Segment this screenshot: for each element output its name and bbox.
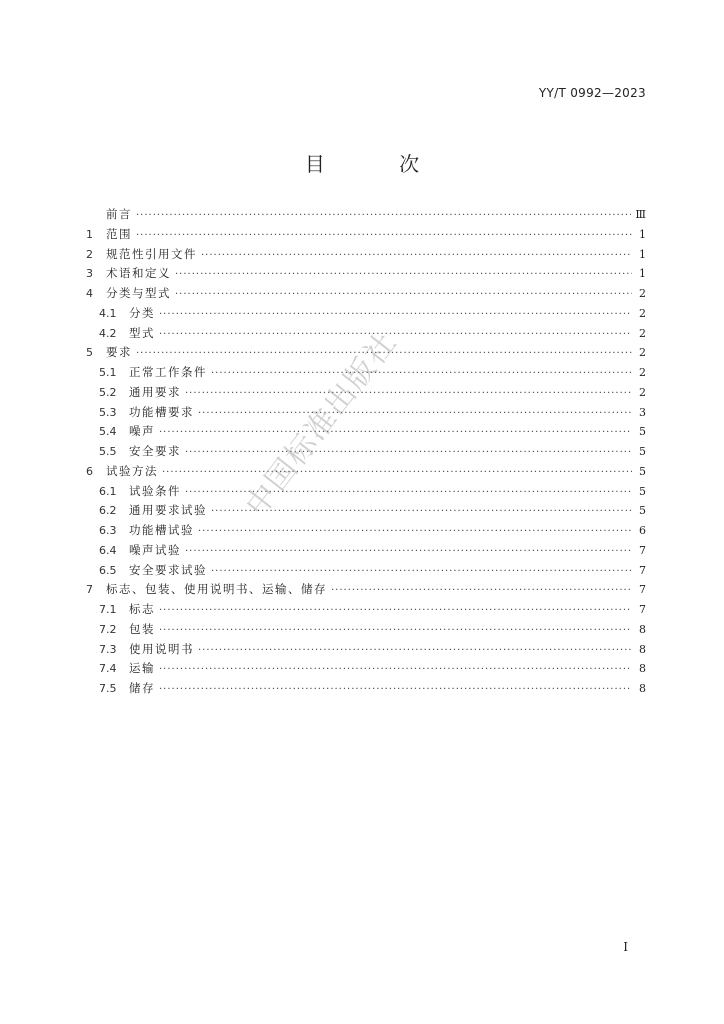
- toc-entry-number: 4.2: [99, 326, 117, 340]
- toc-leader-dots: [185, 447, 632, 458]
- toc-entry-label: 分类: [129, 305, 155, 320]
- toc-entry[interactable]: [86, 542, 646, 562]
- toc-entry[interactable]: [86, 641, 646, 661]
- toc-entry[interactable]: [86, 522, 646, 542]
- toc-entry-number: 5.5: [99, 445, 117, 458]
- toc-entry-page: 2: [639, 346, 646, 360]
- toc-entry-number: 5: [86, 346, 93, 360]
- toc-entry-label: 安全要求试验: [129, 562, 207, 577]
- toc-leader-dots: [159, 329, 632, 340]
- toc-entry-page: 2: [639, 366, 646, 379]
- toc-entry-page: 1: [639, 267, 646, 281]
- toc-entry-number: 6.2: [99, 504, 117, 518]
- toc-entry-label: 型式: [129, 325, 155, 340]
- toc-entry[interactable]: [86, 463, 646, 483]
- toc-entry-number: 6.1: [99, 484, 117, 498]
- toc-entry-page: 1: [639, 227, 646, 241]
- toc-entry-page: 2: [639, 385, 646, 399]
- toc-entry-page: 7: [639, 563, 646, 577]
- toc-entry-page: Ⅲ: [635, 208, 646, 221]
- page-title: 目 次: [304, 152, 454, 176]
- page-number: I: [623, 940, 628, 954]
- toc-entry[interactable]: [86, 305, 646, 325]
- toc-leader-dots: [159, 664, 632, 675]
- toc-entry-number: 7: [86, 583, 93, 597]
- toc-entry-label: 安全要求: [129, 444, 181, 458]
- toc-entry-number: 6.4: [99, 543, 117, 557]
- toc-entry-page: 2: [639, 287, 646, 300]
- toc-entry[interactable]: [86, 265, 646, 285]
- toc-entry-page: 3: [639, 405, 646, 419]
- toc-entry-label: 通用要求试验: [129, 503, 207, 518]
- toc-leader-dots: [159, 625, 632, 636]
- toc-leader-dots: [211, 566, 632, 577]
- toc-entry-page: 1: [639, 247, 646, 261]
- toc-entry-number: 7.2: [99, 622, 117, 636]
- toc-entry-label: 试验方法: [106, 463, 158, 478]
- toc-entry-label: 术语和定义: [106, 266, 171, 281]
- toc-entry-page: 8: [639, 622, 646, 636]
- toc-entry-label: 试验条件: [129, 483, 181, 498]
- toc-entry-number: 5.1: [99, 366, 117, 379]
- toc-entry-page: 8: [639, 662, 646, 676]
- toc-entry-page: 7: [639, 583, 646, 597]
- toc-entry[interactable]: [86, 601, 646, 621]
- toc-leader-dots: [185, 388, 632, 399]
- toc-entry-label: 前言: [106, 207, 132, 221]
- toc-entry-number: 5.2: [99, 385, 117, 399]
- toc-entry-page: 5: [639, 425, 646, 439]
- toc-leader-dots: [162, 467, 632, 478]
- toc-entry[interactable]: [86, 226, 646, 246]
- toc-entry-label: 规范性引用文件: [106, 246, 197, 261]
- toc-entry[interactable]: [86, 423, 646, 443]
- watermark: 中国标准出版社: [238, 324, 405, 523]
- toc-leader-dots: [185, 546, 632, 557]
- toc-entry[interactable]: [86, 660, 646, 680]
- toc-leader-dots: [175, 269, 632, 280]
- toc-entry-label: 包装: [129, 621, 155, 636]
- toc-entry-number: 7.5: [99, 682, 117, 695]
- toc-entry-page: 7: [639, 543, 646, 557]
- toc-leader-dots: [159, 684, 632, 695]
- toc-entry-page: 2: [639, 326, 646, 340]
- toc-entry-label: 功能槽试验: [129, 523, 194, 537]
- toc-entry-label: 运输: [129, 661, 155, 676]
- toc-entry-number: 6: [86, 464, 93, 478]
- toc-entry-number: 4.1: [99, 306, 117, 320]
- toc-leader-dots: [159, 605, 632, 616]
- toc-entry[interactable]: [86, 680, 646, 700]
- toc-leader-dots: [198, 645, 632, 656]
- toc-entry-label: 储存: [129, 681, 155, 695]
- toc-entry-page: 5: [639, 445, 646, 458]
- toc-leader-dots: [211, 368, 632, 379]
- toc-entry[interactable]: [86, 562, 646, 582]
- toc-leader-dots: [201, 250, 632, 261]
- toc-leader-dots: [331, 585, 632, 596]
- toc-entry-number: 5.3: [99, 405, 117, 419]
- toc-entry[interactable]: [86, 443, 646, 463]
- toc-entry-page: 5: [639, 504, 646, 518]
- toc-leader-dots: [136, 230, 632, 241]
- toc-entry[interactable]: [86, 621, 646, 641]
- toc-entry-number: 1: [86, 227, 93, 241]
- toc-leader-dots: [175, 289, 632, 300]
- toc-entry-label: 功能槽要求: [129, 404, 194, 419]
- toc-entry-number: 5.4: [99, 425, 117, 439]
- toc-entry[interactable]: [86, 206, 646, 226]
- toc-entry-number: 6.5: [99, 563, 117, 577]
- toc-leader-dots: [198, 408, 632, 419]
- toc-entry-label: 要求: [106, 345, 132, 360]
- toc-entry-page: 2: [639, 306, 646, 320]
- toc-leader-dots: [136, 210, 631, 221]
- toc-entry-page: 7: [639, 603, 646, 616]
- toc-entry[interactable]: [86, 285, 646, 305]
- toc-entry-number: 3: [86, 267, 93, 281]
- toc-entry-label: 标志: [129, 602, 155, 616]
- toc-entry-page: 8: [639, 642, 646, 656]
- toc-entry[interactable]: [86, 246, 646, 266]
- toc-entry-number: 7.4: [99, 662, 117, 676]
- table-of-contents: [86, 206, 646, 700]
- toc-entry-label: 正常工作条件: [129, 365, 207, 379]
- toc-entry-page: 5: [639, 484, 646, 498]
- toc-entry-label: 使用说明书: [129, 641, 194, 656]
- toc-entry-label: 分类与型式: [106, 286, 171, 300]
- toc-entry-number: 4: [86, 287, 93, 300]
- toc-leader-dots: [198, 526, 632, 537]
- toc-entry-label: 标志、包装、使用说明书、运输、储存: [106, 582, 327, 597]
- document-code: YY/T 0992—2023: [538, 86, 646, 100]
- toc-entry-page: 5: [639, 464, 646, 478]
- toc-entry-page: 8: [639, 682, 646, 695]
- toc-entry[interactable]: [86, 483, 646, 503]
- toc-entry-label: 范围: [106, 226, 132, 241]
- toc-entry-number: 7.3: [99, 642, 117, 656]
- toc-entry-label: 噪声试验: [129, 542, 181, 557]
- toc-entry-number: 2: [86, 247, 93, 261]
- toc-entry-label: 通用要求: [129, 384, 181, 399]
- toc-entry[interactable]: [86, 404, 646, 424]
- toc-entry-number: 6.3: [99, 524, 117, 537]
- toc-entry[interactable]: [86, 502, 646, 522]
- toc-leader-dots: [159, 427, 632, 438]
- toc-leader-dots: [159, 309, 632, 320]
- toc-entry-number: 7.1: [99, 603, 117, 616]
- toc-entry[interactable]: [86, 581, 646, 601]
- toc-entry-page: 6: [639, 524, 646, 537]
- toc-entry-label: 噪声: [129, 424, 155, 439]
